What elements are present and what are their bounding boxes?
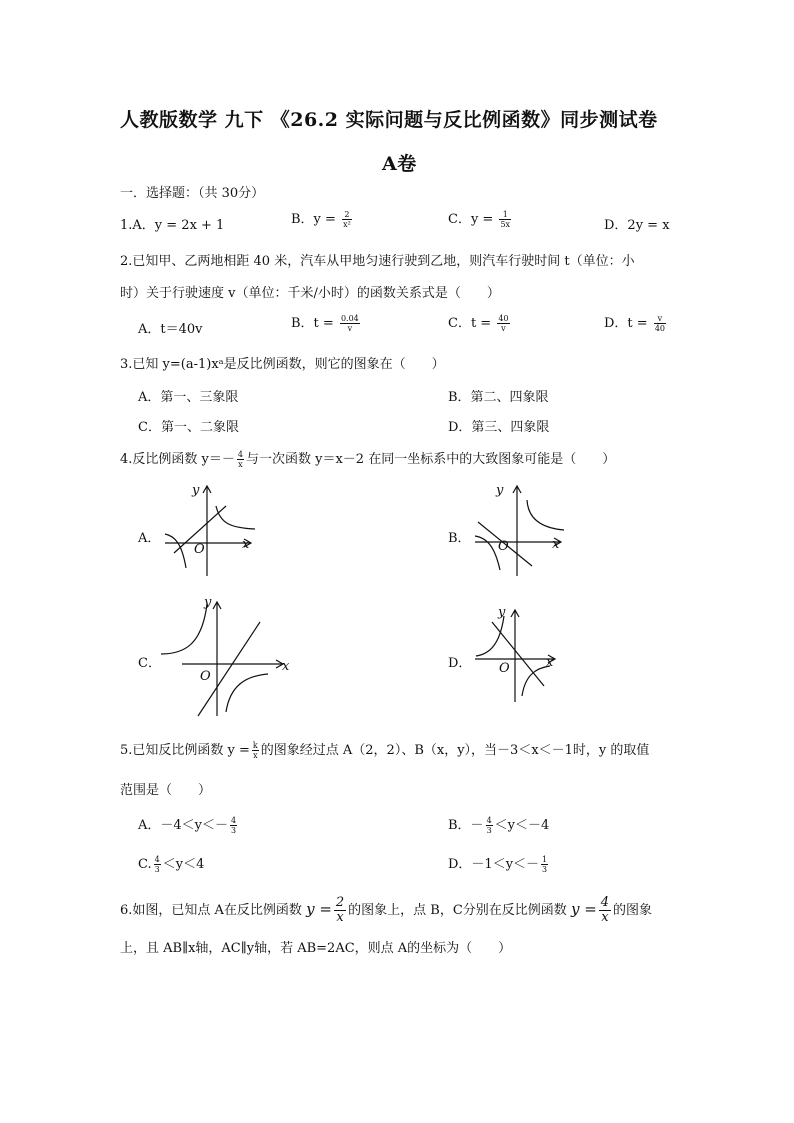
origin-label: O [200, 669, 211, 684]
page-title: 人教版数学 九下 《26.2 实际问题与反比例函数》同步测试卷 [120, 109, 658, 131]
q4-fraction: $\frac{4}{x}$ [237, 450, 243, 469]
q4-stem [120, 448, 615, 469]
q4-stem-pre: 4.反比例函数 y＝－ [120, 452, 235, 467]
y-axis-label: y [498, 605, 506, 620]
q5-a-prefix: A．－4＜y＜－ [138, 818, 229, 833]
q5-stem-post: 的图象经过点 A（2，2）、B（x，y），当－3＜x＜－1时，y 的取值 [260, 743, 650, 758]
q1-option-a: 1.A．y = 2x + 1 [120, 218, 225, 233]
origin-label: O [498, 539, 509, 554]
q2-d-fraction: $\frac{v}{40}$ [654, 314, 666, 333]
hyperbola-branch-2 [522, 666, 550, 696]
q6-stem-line2: 上，且 AB∥x轴，AC∥y轴，若 AB=2AC，则点 A的坐标为（ ） [120, 941, 512, 956]
q5-c-prefix: C. [138, 857, 152, 872]
q6-formula1-fraction: $\frac{2}{x}$ [335, 895, 345, 925]
q3-option-c: C．第一、二象限 [138, 420, 239, 435]
q3-stem: 3.已知 y=(a-1)xᵃ是反比例函数，则它的图象在（ ） [120, 357, 445, 372]
q2-stem-line1: 2.已知甲、乙两地相距 40 米，汽车从甲地匀速行驶到乙地，则汽车行驶时间 t（单位：小 [120, 254, 635, 269]
q5-stem-pre: 5.已知反比例函数 y = [120, 743, 250, 758]
q2-option-b [291, 312, 362, 333]
q5-fraction: $\frac{k}{x}$ [252, 741, 258, 760]
q2-option-d [604, 312, 668, 333]
q5-c-suffix: ＜y＜4 [162, 857, 205, 872]
q5-a-fraction: $\frac{4}{3}$ [231, 816, 237, 835]
q5-b-suffix: ＜y＜－4 [494, 818, 550, 833]
y-axis-label: y [192, 483, 200, 498]
q1-b-prefix: B．y = [291, 212, 336, 227]
page-subtitle: A卷 [382, 153, 417, 175]
q5-option-c [138, 853, 204, 874]
x-axis-label: x [242, 537, 250, 552]
q5-b-prefix: B．－ [448, 818, 484, 833]
q2-c-prefix: C．t = [448, 316, 492, 331]
origin-label: O [194, 542, 205, 557]
q1-option-c [448, 208, 513, 229]
q4-label-d: D． [448, 656, 472, 671]
q4-graph-c [160, 594, 290, 719]
q1-option-b [291, 208, 354, 229]
q5-stem-line1 [120, 739, 649, 760]
q1-option-d: D．2y = x [604, 218, 670, 233]
q5-d-prefix: D．－1＜y＜－ [448, 857, 540, 872]
y-axis-label: y [204, 595, 212, 610]
q6-stem-line1 [120, 896, 652, 925]
hyperbola-branch-1 [161, 604, 207, 654]
hyperbola-branch-1 [476, 616, 504, 656]
hyperbola-branch-2 [475, 536, 500, 570]
linear-line [492, 622, 544, 686]
q5-d-fraction: $\frac{1}{3}$ [542, 855, 548, 874]
q5-option-b [448, 814, 549, 835]
q1-c-prefix: C．y = [448, 212, 494, 227]
q6-stem-pre: 6.如图，已知点 A在反比例函数 [120, 903, 302, 918]
q2-stem-line2: 时）关于行驶速度 v（单位：千米/小时）的函数关系式是（ ） [120, 286, 500, 301]
q6-stem-mid: 的图象上，点 B，C分别在反比例函数 [348, 903, 567, 918]
q2-option-c [448, 312, 512, 333]
q3-option-d: D．第三、四象限 [448, 420, 550, 435]
q2-d-prefix: D．t = [604, 316, 648, 331]
q3-option-b: B．第二、四象限 [448, 390, 549, 405]
q4-label-c: C． [138, 656, 161, 671]
q4-graph-d [470, 604, 570, 704]
x-axis-label: x [546, 655, 554, 670]
q6-formula2-fraction: $\frac{4}{x}$ [600, 895, 610, 925]
q1-b-fraction: $\frac{2}{\text{x²}}$ [343, 210, 351, 229]
q4-graph-a [160, 478, 260, 578]
q5-option-d [448, 853, 550, 874]
q5-option-a [138, 814, 239, 835]
q4-stem-post: 与一次函数 y＝x－2 在同一坐标系中的大致图象可能是（ ） [245, 452, 616, 467]
q2-option-a: A．t＝40v [138, 322, 203, 337]
q5-c-fraction: $\frac{4}{3}$ [154, 855, 160, 874]
q2-c-fraction: $\frac{40}{v}$ [498, 314, 509, 333]
q4-graph-b [470, 478, 570, 578]
y-axis-label: y [496, 483, 504, 498]
q3-option-a: A．第一、三象限 [138, 390, 239, 405]
q2-b-prefix: B．t = [291, 316, 334, 331]
q5-b-fraction: $\frac{4}{3}$ [486, 816, 492, 835]
q4-label-a: A． [138, 531, 161, 546]
hyperbola-branch-1 [527, 500, 564, 530]
q6-stem-post: 的图象 [613, 903, 653, 918]
hyperbola-branch-2 [226, 674, 268, 712]
q6-formula2-lhs: y = [570, 900, 597, 918]
q2-b-fraction: $\frac{0.04}{v}$ [340, 314, 359, 333]
q1-c-fraction: $\frac{1}{5x}$ [500, 210, 511, 229]
q4-label-b: B． [448, 531, 471, 546]
section-heading: 一．选择题：（共 30分） [120, 186, 265, 201]
q5-stem-line2: 范围是（ ） [120, 783, 212, 798]
q6-formula1-lhs: y = [306, 900, 332, 918]
x-axis-label: x [552, 537, 560, 552]
origin-label: O [499, 661, 510, 676]
x-axis-label: x [282, 659, 290, 674]
